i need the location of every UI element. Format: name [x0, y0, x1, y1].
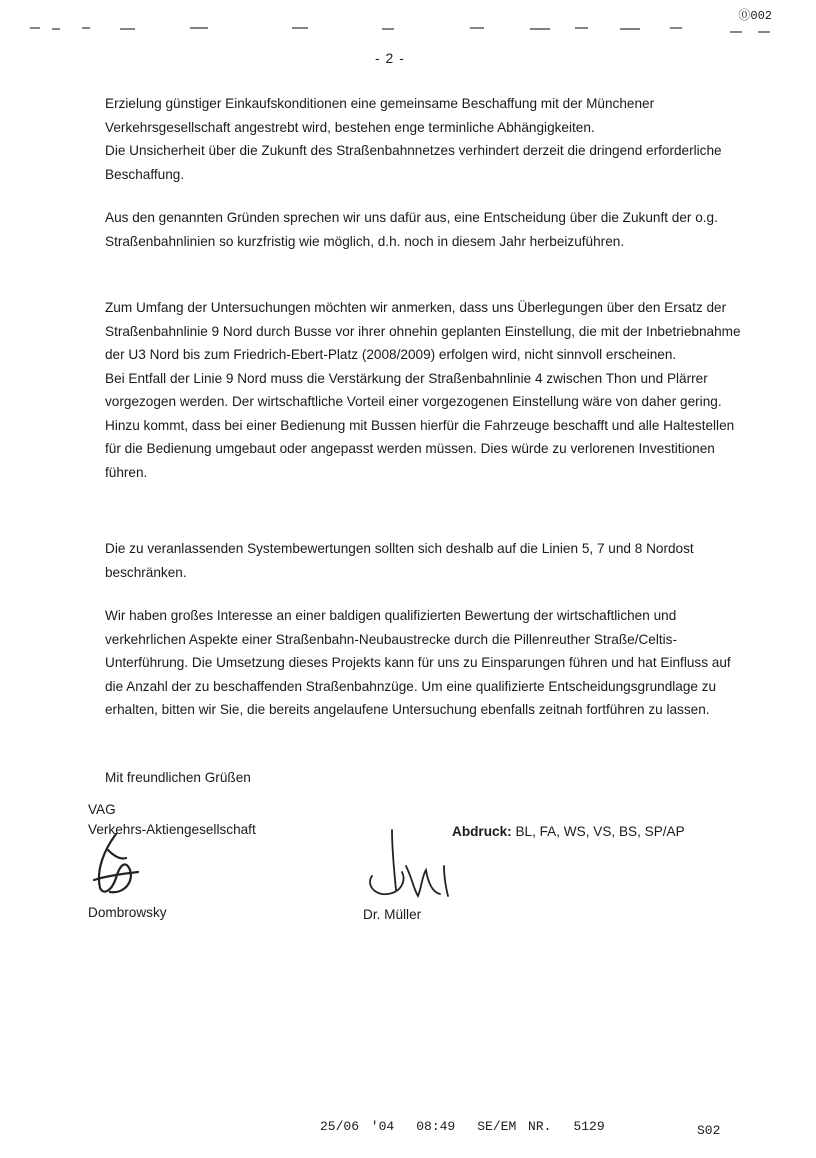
signer-name-left: Dombrowsky	[88, 905, 167, 920]
signer-name-right: Dr. Müller	[363, 907, 422, 922]
fax-page-id: ⓪002	[738, 9, 772, 23]
fax-nr-label: SE/EM NR.	[477, 1119, 552, 1134]
copy-distribution	[452, 824, 685, 839]
copy-recipients: BL, FA, WS, VS, BS, SP/AP	[515, 824, 685, 839]
paragraph-4: Die zu veranlassenden Systembewertungen sollten sich deshalb auf die Linien 5, 7 und 8 Nordost beschränken.	[105, 541, 694, 580]
closing-greeting: Mit freundlichen Grüßen	[105, 770, 251, 785]
paragraph-1b: Die Unsicherheit über die Zukunft des Straßenbahnnetzes verhindert derzeit die dringend erforderliche Beschaffung.	[105, 143, 722, 182]
paragraph-3	[105, 296, 745, 484]
copy-label: Abdruck:	[452, 824, 512, 839]
paragraph-1a: Erzielung günstiger Einkaufskonditionen eine gemeinsame Beschaffung mit der Münchener Verkehrsgesellschaft angestrebt wird, bestehen enge terminliche Abhängigkeiten.	[105, 96, 655, 135]
fax-page-code: S02	[697, 1123, 721, 1138]
signature-right	[362, 826, 452, 904]
fax-time: 08:49	[416, 1119, 456, 1134]
fax-date: 25/06 '04	[320, 1119, 395, 1134]
paragraph-2: Aus den genannten Gründen sprechen wir uns dafür aus, eine Entscheidung über die Zukunft der o.g. Straßenbahnlinien so kurzfristig wie möglich, d.h. noch in diesem Jahr herbeizuführen.	[105, 210, 718, 249]
fax-footer	[320, 1119, 627, 1134]
paragraph-3b: Bei Entfall der Linie 9 Nord muss die Verstärkung der Straßenbahnlinie 4 zwischen Thon und Plärrer vorgezogen werden. Der wirtschaftliche Vorteil einer vorgezogenen Einstellung wäre von daher gering. Hinzu kommt, dass bei einer Bedienung mit Bussen hierfür die Fahrzeuge beschafft und alle Haltestellen für die Bedienung umgebaut oder angepasst werden müssen. Dies würde zu verlorenen Investitionen führen.	[105, 370, 735, 480]
company-full: Verkehrs-Aktiengesellschaft	[88, 822, 256, 837]
fax-nr: 5129	[573, 1119, 605, 1134]
paragraph-3a: Zum Umfang der Untersuchungen möchten wir anmerken, dass uns Überlegungen über den Ersatz der Straßenbahnlinie 9 Nord durch Busse vor ihrer ohnehin geplanten Einstellung, die mit der Inbetriebnahme der U3 Nord bis zum Friedrich-Ebert-Platz (2008/2009) erfolgen wird, nicht sinnvoll erscheinen.	[105, 300, 741, 362]
paragraph-1	[105, 92, 745, 186]
page-number: - 2 -	[375, 50, 405, 66]
company-short: VAG	[88, 802, 116, 817]
signature-left	[86, 830, 146, 900]
paragraph-5: Wir haben großes Interesse an einer baldigen qualifizierten Bewertung der wirtschaftlichen und verkehrlichen Aspekte einer Straßenbahn-Neubaustrecke durch die Pillenreuther Straße/Celtis-Unterführung. Die Umsetzung dieses Projekts kann für uns zu Einsparungen führen und hat Einfluss auf die Anzahl der zu beschaffenden Straßenbahnzüge. Um eine qualifizierte Entscheidungsgrundlage zu erhalten, bitten wir Sie, die bereits angelaufene Untersuchung ebenfalls zeitnah fortführen zu lassen.	[105, 608, 731, 717]
fax-header-noise	[30, 20, 790, 34]
